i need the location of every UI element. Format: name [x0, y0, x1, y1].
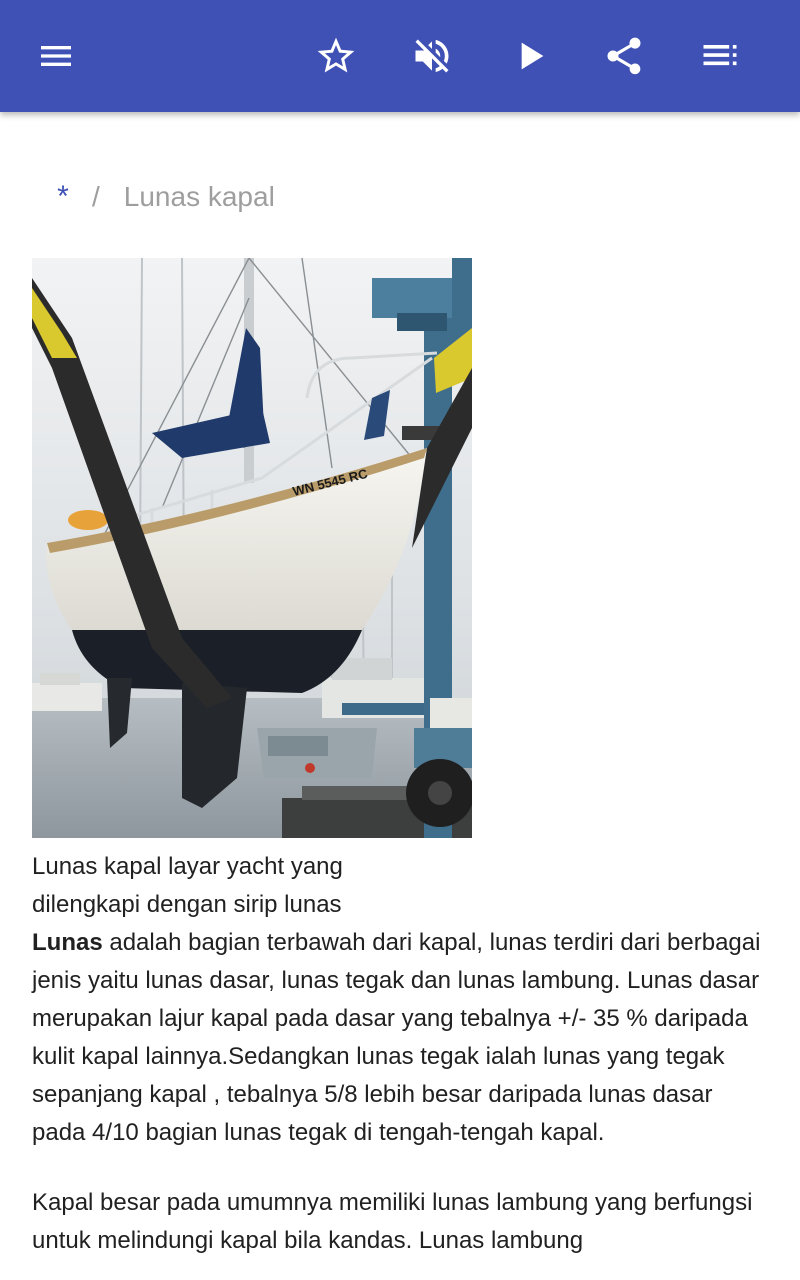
- favorite-button[interactable]: [308, 28, 364, 84]
- article-paragraph-text: adalah bagian terbawah dari kapal, lunas terdiri dari berbagai jenis yaitu lunas dasar, lunas tegak dan lunas lambung. Lunas dasar merupakan lajur kapal pada dasar yang tebalnya +/- 35 % daripada kulit kapal lainnya.Sedangkan lunas tegak ialah lunas yang tegak sepanjang kapal , tebalnya 5/8 lebih besar daripada lunas dasar pada 4/10 bagian lunas tegak di tengah-tengah kapal.: [32, 929, 761, 1146]
- share-button[interactable]: [596, 28, 652, 84]
- share-icon: [602, 34, 646, 78]
- breadcrumb-home-link[interactable]: *: [57, 180, 69, 213]
- image-caption-line: Lunas kapal layar yacht yang: [32, 853, 343, 880]
- playlist-button[interactable]: [692, 28, 748, 84]
- article-paragraph: [32, 924, 768, 1152]
- star-outline-icon: [314, 34, 358, 78]
- article-content: [0, 112, 800, 1280]
- menu-button[interactable]: [28, 28, 84, 84]
- article-term: Lunas: [32, 929, 103, 956]
- image-caption-line: dilengkapi dengan sirip lunas: [32, 891, 342, 918]
- play-button[interactable]: [502, 28, 558, 84]
- breadcrumb-current: Lunas kapal: [123, 181, 275, 212]
- volume-off-icon: [410, 34, 454, 78]
- breadcrumb-separator: /: [92, 181, 100, 212]
- menu-icon: [36, 36, 76, 76]
- article-paragraph: Kapal besar pada umumnya memiliki lunas lambung yang berfungsi untuk melindungi kapal bila kandas. Lunas lambung: [32, 1189, 753, 1254]
- mute-button[interactable]: [404, 28, 460, 84]
- app-bar: [0, 0, 800, 112]
- image-caption: [32, 848, 412, 924]
- sailboat-keel-image: [32, 258, 472, 838]
- breadcrumb: [56, 180, 275, 214]
- play-icon: [510, 36, 550, 76]
- playlist-icon: [698, 34, 742, 78]
- article-body: [32, 924, 768, 1280]
- hull-registration: WN 5545 RC: [291, 465, 370, 499]
